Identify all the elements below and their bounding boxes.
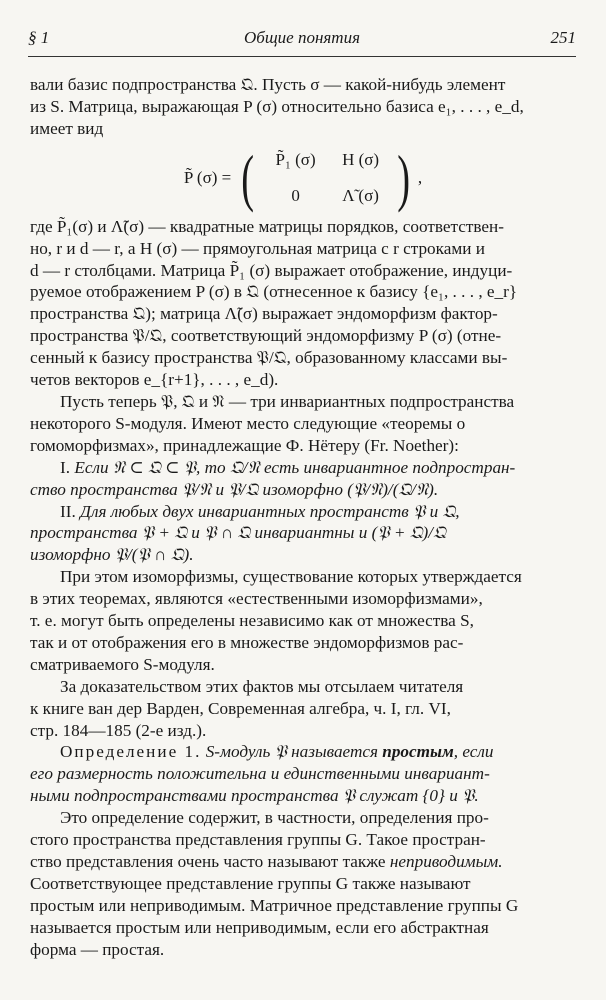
- text-line: так и от отображения его в множестве эндоморфизмов рас-: [30, 632, 464, 652]
- text-line: d — r столбцами. Матрица P̃₁ (σ) выражает отображение, индуци-: [30, 260, 513, 280]
- text-line: Пусть теперь 𝔓, 𝔔 и 𝔑 — три инвариантных подпространства: [60, 391, 515, 411]
- theorem-2-line: пространства 𝔓 + 𝔔 и 𝔓 ∩ 𝔔 инвариантны и (𝔓 + 𝔔)/𝔔: [30, 523, 446, 543]
- text-line: имеет вид: [30, 118, 104, 138]
- definition-text: , если: [453, 742, 494, 762]
- text-line: Это определение содержит, в частности, определения про-: [60, 808, 489, 828]
- text-span: ство представления очень часто называют также: [30, 852, 386, 871]
- matrix: [237, 141, 414, 213]
- text-line: называется простым или неприводимым, если его абстрактная: [30, 917, 489, 937]
- definition-line: его размерность положительна и единственными инвариант-: [30, 764, 490, 784]
- text-line: пространства 𝔓/𝔔, соответствующий эндоморфизму P (σ) (отне-: [30, 326, 502, 346]
- text-line: т. е. могут быть определены независимо как от множества S,: [30, 611, 474, 631]
- text-line: из S. Матрица, выражающая P (σ) относительно базиса e₁, . . . , e_d,: [30, 96, 524, 116]
- running-header: [28, 28, 576, 54]
- definition-term: простым: [382, 742, 454, 762]
- text-line: сенный к базису пространства 𝔓/𝔔, образованному классами вы-: [30, 348, 508, 368]
- theorem-2-line: изоморфно 𝔓/(𝔓 ∩ 𝔔).: [30, 545, 194, 565]
- theorem-text: Для любых двух инвариантных пространств 𝔓 и 𝔔,: [80, 501, 460, 521]
- text-line: некоторого S-модуля. Имеют место следующие «теоремы о: [30, 413, 466, 433]
- theorem-text: Если 𝔑 ⊂ 𝔔 ⊂ 𝔓, то 𝔔/𝔑 есть инвариантное подпростран-: [74, 457, 516, 477]
- text-line: но, r и d — r, а H (σ) — прямоугольная матрица с r строками и: [30, 238, 485, 258]
- header-rule: [28, 56, 576, 57]
- running-title: Общие понятия: [244, 28, 360, 47]
- page-body: [30, 74, 576, 961]
- text-line: сматриваемого S-модуля.: [30, 654, 215, 674]
- text-line: гомоморфизмах», принадлежащие Ф. Нётеру (Fr. Noether):: [30, 435, 459, 455]
- right-paren: ): [396, 141, 410, 213]
- text-line: в этих теоремах, являются «естественными изоморфизмами»,: [30, 589, 483, 609]
- text-line: При этом изоморфизмы, существование которых утверждается: [60, 567, 522, 587]
- text-line: руемое отображением P (σ) в 𝔔 (отнесенное к базису {e₁, . . . , e_r}: [30, 282, 518, 302]
- matrix-entry: Λ̃ (σ): [342, 185, 379, 205]
- definition-text: S-модуль 𝔓 называется: [205, 742, 378, 762]
- emphasis-term: неприводимым.: [389, 852, 503, 871]
- text-line: пространства 𝔔); матрица Λ̃(σ) выражает эндоморфизм фактор-: [30, 304, 498, 324]
- definition-line: ными подпространствами пространства 𝔓 служат {0} и 𝔓.: [30, 786, 479, 806]
- formula-comma: ,: [417, 167, 423, 187]
- formula-lhs: P̃ (σ) =: [183, 167, 232, 187]
- theorem-2-line: [30, 501, 576, 523]
- text-line: За доказательством этих фактов мы отсылаем читателя: [60, 676, 464, 696]
- matrix-entries: [259, 149, 393, 207]
- text-line: вали базис подпространства 𝔔. Пусть σ — какой-нибудь элемент: [30, 75, 506, 94]
- matrix-entry: 0: [291, 185, 300, 205]
- text-line: [30, 851, 576, 873]
- theorem-label: II.: [60, 501, 76, 521]
- page-number: 251: [550, 28, 576, 47]
- text-line: форма — простая.: [30, 939, 165, 959]
- matrix-entry: P̃₁ (σ): [275, 149, 316, 169]
- theorem-label: I.: [60, 457, 71, 477]
- definition-line: [30, 741, 576, 763]
- left-paren: (: [241, 141, 255, 213]
- theorem-1-line: ство пространства 𝔓/𝔑 и 𝔓/𝔔 изоморфно (𝔓/𝔑)/(𝔔/𝔑).: [30, 479, 439, 499]
- definition-word: Определение 1.: [60, 742, 202, 762]
- text-line: Соответствующее представление группы G также называют: [30, 873, 471, 893]
- theorem-1-line: [30, 457, 576, 479]
- text-line: стого пространства представления группы G. Такое простран-: [30, 830, 486, 850]
- matrix-entry: H (σ): [342, 149, 380, 169]
- block-matrix-formula: [30, 140, 576, 216]
- text-line: простым или неприводимым. Матричное представление группы G: [30, 895, 519, 915]
- text-line: где P̃₁(σ) и Λ̃(σ) — квадратные матрицы порядков, соответствен-: [30, 216, 504, 236]
- text-line: четов векторов e_{r+1}, . . . , e_d).: [30, 370, 279, 390]
- text-line: стр. 184—185 (2-е изд.).: [30, 720, 207, 740]
- text-line: к книге ван дер Варден, Современная алгебра, ч. I, гл. VI,: [30, 698, 451, 718]
- section-number: § 1: [28, 28, 50, 47]
